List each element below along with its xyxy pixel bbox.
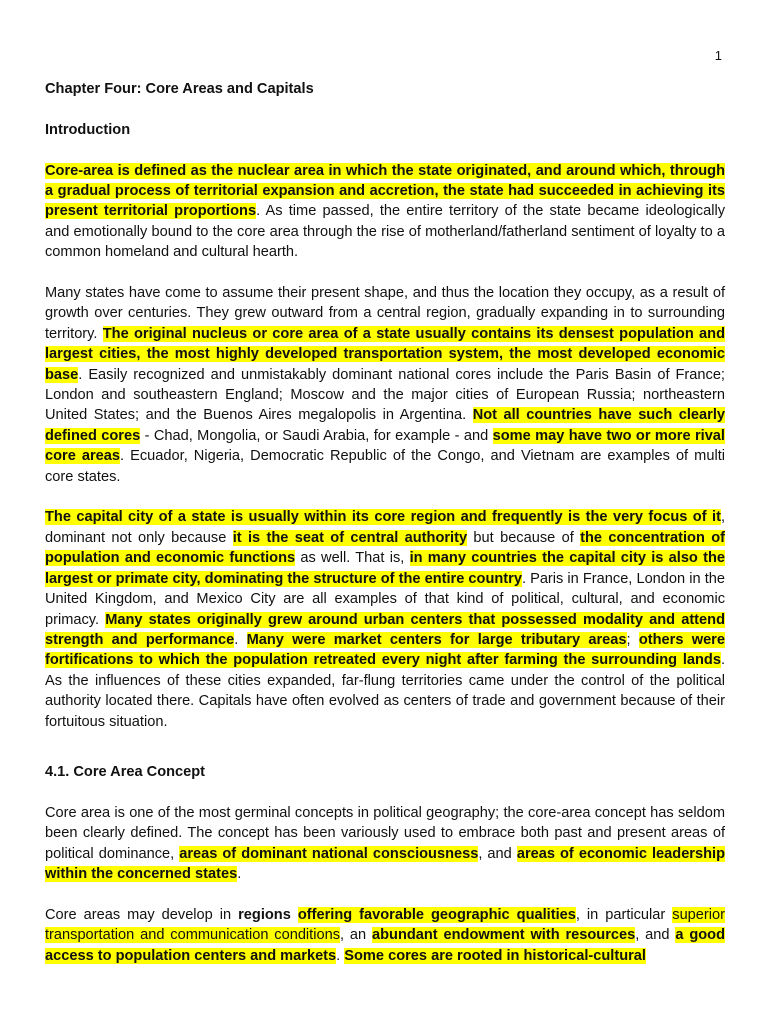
- text-segment: [291, 907, 298, 923]
- text-segment: , and: [635, 927, 676, 944]
- highlighted-text-segment: areas of dominant national consciousness: [179, 845, 479, 862]
- highlighted-text-segment: in many countries the capital city is also the largest or primate city, dominating the structure of the entire country: [45, 550, 725, 587]
- text-segment: - Chad, Mongolia, or Saudi Arabia, for example - and: [140, 427, 493, 444]
- highlighted-text-segment: Not all countries have such clearly defined cores: [45, 407, 726, 444]
- text-segment: as well. That is,: [295, 550, 410, 567]
- text-segment: , dominant not only because: [45, 509, 725, 546]
- text-segment: . Paris in France, London in the United Kingdom, and Mexico City are all examples of that kind of political, cultural, and economic primacy.: [45, 570, 725, 628]
- document-body: [45, 79, 725, 986]
- highlighted-text-segment: Core-area is defined as the nuclear area in which the state originated, and around which, through a gradual process of territorial expansion and accretion, the state had succeeded in achieving its present territorial proportions: [45, 162, 725, 220]
- text-segment: . As time passed, the entire territory of the state became ideologically and emotionally bound to the core area through the rise of motherland/fatherland sentiment of loyalty to a common homeland and cultural hearth.: [45, 203, 725, 261]
- highlighted-text-segment: it is the seat of central authority: [232, 529, 468, 546]
- paragraph-core-area-concept: [45, 803, 725, 885]
- page-number: 1: [714, 48, 722, 63]
- chapter-title: Chapter Four: Core Areas and Capitals: [45, 81, 314, 97]
- highlighted-text-segment: The original nucleus or core area of a state usually contains its densest population and largest cities, the most highly developed transportation system, the most developed economic base: [45, 325, 725, 383]
- highlighted-text-segment: abundant endowment with resources: [372, 927, 636, 944]
- text-segment: Core area is one of the most germinal concepts in political geography; the core-area concept has seldom been clearly defined. The concept has been variously used to embrace both past and present areas of political dominance,: [45, 804, 725, 862]
- paragraph-core-area-definition: [45, 161, 725, 263]
- text-segment: .: [237, 865, 242, 882]
- highlighted-text-segment: The capital city of a state is usually within its core region and frequently is the very focus of it: [45, 509, 721, 526]
- paragraph-core-area-development: [45, 905, 725, 966]
- highlighted-text-segment: a good access to population centers and markets: [45, 927, 725, 964]
- text-segment: . Ecuador, Nigeria, Democratic Republic of the Congo, and Vietnam are examples of multi core states.: [45, 448, 725, 485]
- introduction-heading: Introduction: [45, 121, 131, 138]
- highlighted-text-segment: superior transportation and communication conditions: [45, 906, 725, 944]
- highlighted-text-segment: others were fortifications to which the population retreated every night after farming the surrounding lands: [45, 631, 725, 669]
- highlighted-text-segment: Many were market centers for large tributary areas: [246, 631, 627, 648]
- highlighted-text-segment: Some cores are rooted in historical-cultural: [344, 947, 646, 964]
- text-segment: .: [234, 631, 247, 648]
- highlighted-text-segment: some may have two or more rival core areas: [45, 427, 725, 465]
- text-segment: . As the influences of these cities expanded, far-flung territories came under the control of the political authority located there. Capitals have often evolved as centers of trade and government because of their fortuitous situation.: [45, 652, 725, 730]
- paragraph-state-growth: [45, 283, 725, 487]
- highlighted-text-segment: Many states originally grew around urban centers that possessed modality and attend strength and performance: [45, 611, 725, 648]
- text-segment: , an: [340, 927, 372, 944]
- highlighted-text-segment: the concentration of population and economic functions: [45, 529, 726, 567]
- text-segment: regions: [238, 906, 291, 923]
- section-heading-core-area-concept: 4.1. Core Area Concept: [45, 763, 206, 780]
- text-segment: Core areas may develop in: [45, 906, 239, 923]
- paragraph-capital-city: [45, 507, 725, 731]
- text-segment: ;: [626, 631, 639, 648]
- text-segment: , in particular: [575, 906, 673, 923]
- text-segment: but because of: [467, 529, 581, 546]
- text-segment: .: [336, 947, 345, 964]
- text-segment: . Easily recognized and unmistakably dominant national cores include the Paris Basin of France; London and southeastern England; Moscow and the major cities of European Russia; northeastern United States; and the Buenos Aires megalopolis in Argentina.: [45, 366, 725, 424]
- highlighted-text-segment: offering favorable geographic qualities: [297, 906, 576, 923]
- highlighted-text-segment: areas of economic leadership within the concerned states: [45, 845, 725, 882]
- text-segment: , and: [478, 845, 517, 862]
- text-segment: Many states have come to assume their present shape, and thus the location they occupy, as a result of growth over centuries. They grew outward from a central region, gradually expanding in to surrounding territory.: [45, 285, 725, 342]
